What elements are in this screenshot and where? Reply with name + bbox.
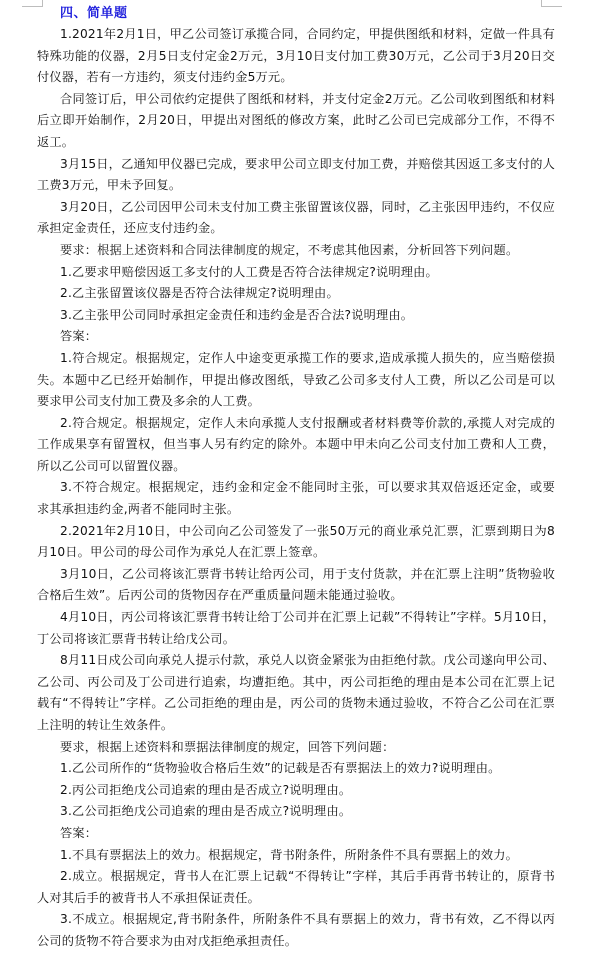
q2-paragraph: 2.2021年2月10日，中公司向乙公司签发了一张50万元的商业承兑汇票，汇票到期日为8月10日。甲公司的母公司作为承兑人在汇票上签章。: [37, 523, 555, 560]
q1-sub-question: 3.乙主张甲公司同时承担定金责任和违约金是否合法?说明理由。: [60, 307, 414, 322]
q2-paragraph: 4月10日，丙公司将该汇票背书转让给丁公司并在汇票上记载”不得转让”字样。5月10日，丁公司将该汇票背书转让给戊公司。: [37, 610, 555, 646]
q1-paragraph: 合同签订后，甲公司依约定提供了图纸和材料，并支付定金2万元。乙公司收到图纸和材料后立即开始制作，2月20日，甲提出对图纸的修改方案，此时乙公司已完成部分工作，不得不返工。: [37, 91, 555, 149]
q1-answer: 3.不符合规定。根据规定，违约金和定金不能同时主张，可以要求其双倍返还定金，或要求其承担违约金,两者不能同时主张。: [37, 480, 555, 517]
q2-requirement: 要求，根据上述资料和票据法律制度的规定，回答下列问题：: [60, 739, 395, 754]
q2-paragraph: 3月10日，乙公司将该汇票背书转让给丙公司，用于支付货款，并在汇票上注明”货物验收合格后生效”。后丙公司的货物因存在严重质量问题未能通过验收。: [37, 566, 555, 603]
q2-answer-label: 答案：: [60, 825, 98, 840]
q2-paragraph: 8月11日戍公司向承兑人提示付款，承兑人以资金紧张为由拒绝付款。戊公司遂向甲公司、乙公司、丙公司及丁公司进行追索，均遭拒绝。其中，丙公司拒绝的理由是本公司在汇票上记载有“不得转让”字样。乙公司拒绝的理由是，丙公司的货物未通过验收，不符合乙公司在汇票上注明的转让生效条件。: [37, 653, 555, 732]
q2-sub-question: 2.丙公司拒绝戊公司追索的理由是否成立?说明理由。: [60, 782, 352, 797]
section-heading: 四、简单题: [60, 6, 128, 21]
question-1-block: [37, 24, 555, 521]
document-page: [37, 3, 555, 953]
q1-answer-label: 答案：: [60, 329, 98, 344]
q1-paragraph: 3月15日，乙通知甲仪器已完成，要求甲公司立即支付加工费，并赔偿其因返工多支付的人工费3万元，甲未予回复。: [37, 156, 555, 193]
q1-answer: 2.符合规定。根据规定，定作人未向承揽人支付报酬或者材料费等价款的,承揽人对完成的工作成果享有留置权，但当事人另有约定的除外。本题中甲未向乙公司支付加工费和人工费，所以乙公司可以留置仪器。: [37, 415, 555, 473]
q1-answer: 1.符合规定。根据规定，定作人中途变更承揽工作的要求,造成承揽人损失的，应当赔偿损失。本题中乙已经开始制作，甲提出修改图纸，导致乙公司多支付人工费，所以乙公司是可以要求甲公司支付加工费及多余的人工费。: [37, 350, 555, 409]
q1-paragraph: 3月20日，乙公司因甲公司未支付加工费主张留置该仪器，同时，乙主张因甲违约，不仅应承担定金责任，还应支付违约金。: [37, 199, 555, 236]
q1-sub-question: 1.乙要求甲赔偿因返工多支付的人工费是否符合法律规定?说明理由。: [60, 264, 438, 279]
q1-requirement: 要求：根据上述资料和合同法律制度的规定，不考虑其他因素，分析回答下列问题。: [60, 242, 519, 257]
question-2-block: [37, 521, 555, 953]
q2-answer: 3.不成立。根据规定,背书附条件，所附条件不具有票据上的效力，背书有效，乙不得以丙公司的货物不符合要求为由对戊拒绝承担责任。: [37, 912, 555, 948]
q2-sub-question: 1.乙公司所作的“货物验收合格后生效”的记载是否有票据法上的效力?说明理由。: [60, 761, 501, 776]
q2-answer: 1.不具有票据法上的效力。根据规定，背书附条件，所附条件不具有票据上的效力。: [60, 847, 518, 862]
q2-answer: 2.成立。根据规定，背书人在汇票上记载“不得转让”字样，其后手再背书转让的，原背书人对其后手的被背书人不承担保证责任。: [37, 869, 555, 905]
q1-sub-question: 2.乙主张留置该仪器是否符合法律规定?说明理由。: [60, 286, 339, 301]
q1-paragraph: 1.2021年2月1日，甲乙公司签订承揽合同，合同约定，甲提供图纸和材料，定做一件具有特殊功能的仪器，2月5日支付定金2万元，3月10日支付加工费30万元，乙公司于3月20日交付仪器，若有一方违约，须支付违约金5万元。: [37, 27, 555, 85]
q2-sub-question: 3.乙公司拒绝戊公司追索的理由是否成立?说明理由。: [60, 804, 352, 819]
